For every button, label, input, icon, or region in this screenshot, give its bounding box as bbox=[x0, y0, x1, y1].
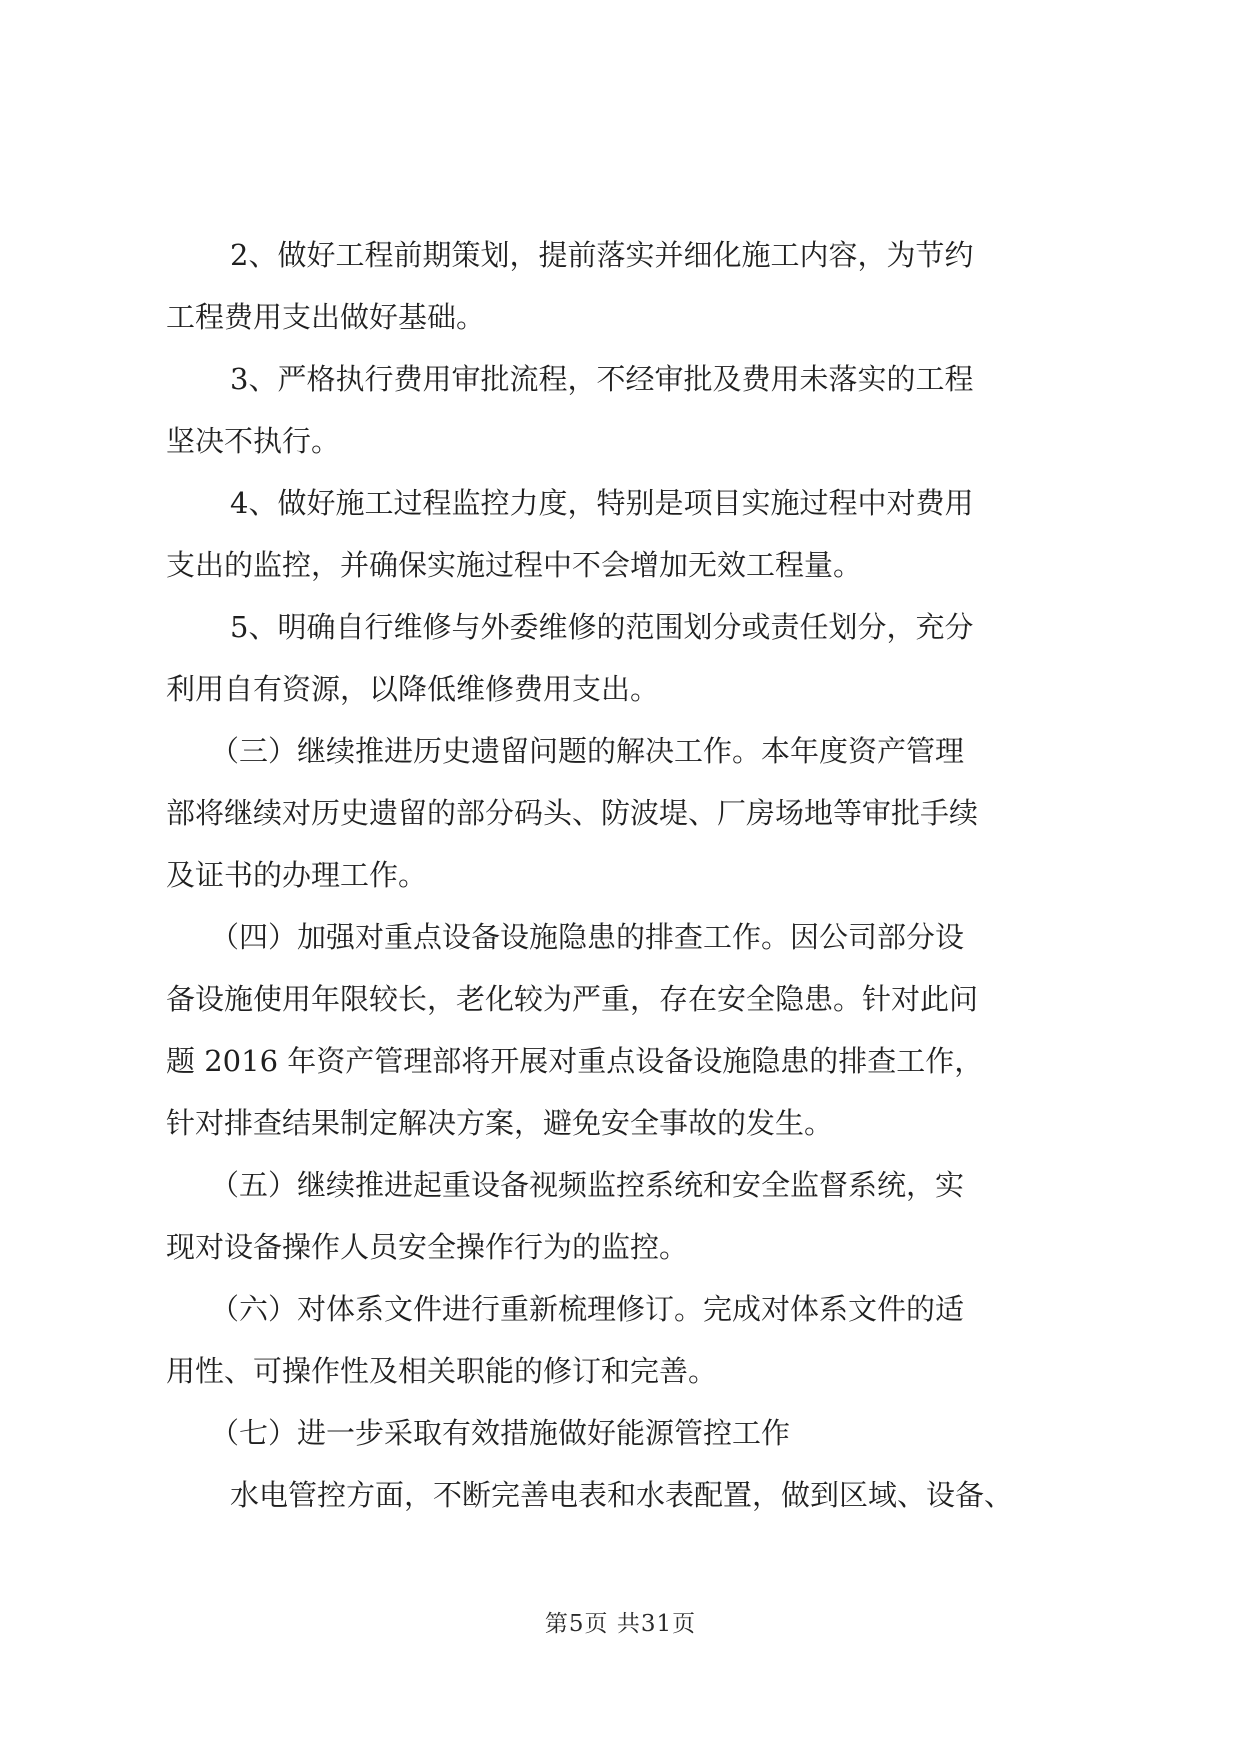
paragraph-line: 水电管控方面，不断完善电表和水表配置，做到区域、设备、 bbox=[230, 1478, 1014, 1512]
paragraph-line: 用性、可操作性及相关职能的修订和完善。 bbox=[166, 1354, 718, 1388]
paragraph-line: 工程费用支出做好基础。 bbox=[166, 300, 486, 334]
paragraph-line: 支出的监控，并确保实施过程中不会增加无效工程量。 bbox=[166, 548, 863, 582]
paragraph-line: 利用自有资源，以降低维修费用支出。 bbox=[166, 672, 660, 706]
page-footer: 第5页 共31页 bbox=[544, 1611, 697, 1637]
paragraph-line: 3、严格执行费用审批流程，不经审批及费用未落实的工程 bbox=[230, 362, 974, 396]
paragraph-line: 题 2016 年资产管理部将开展对重点设备设施隐患的排查工作， bbox=[166, 1044, 984, 1078]
paragraph-line: 坚决不执行。 bbox=[166, 424, 341, 458]
paragraph-line: 备设施使用年限较长，老化较为严重，存在安全隐患。针对此问 bbox=[166, 982, 979, 1016]
paragraph-line: 现对设备操作人员安全操作行为的监控。 bbox=[166, 1230, 689, 1264]
paragraph-line: 2、做好工程前期策划，提前落实并细化施工内容，为节约 bbox=[230, 238, 974, 272]
section-heading-line: （四）加强对重点设备设施隐患的排查工作。因公司部分设 bbox=[210, 920, 965, 954]
paragraph-line: 针对排查结果制定解决方案，避免安全事故的发生。 bbox=[166, 1106, 834, 1140]
section-heading-line: （六）对体系文件进行重新梳理修订。完成对体系文件的适 bbox=[210, 1292, 965, 1326]
paragraph-line: 部将继续对历史遗留的部分码头、防波堤、厂房场地等审批手续 bbox=[166, 796, 979, 830]
section-heading-line: （七）进一步采取有效措施做好能源管控工作 bbox=[210, 1416, 791, 1450]
section-heading-line: （三）继续推进历史遗留问题的解决工作。本年度资产管理 bbox=[210, 734, 965, 768]
paragraph-line: 5、明确自行维修与外委维修的范围划分或责任划分，充分 bbox=[230, 610, 974, 644]
paragraph-line: 4、做好施工过程监控力度，特别是项目实施过程中对费用 bbox=[230, 486, 974, 520]
section-heading-line: （五）继续推进起重设备视频监控系统和安全监督系统，实 bbox=[210, 1168, 965, 1202]
paragraph-line: 及证书的办理工作。 bbox=[166, 858, 428, 892]
